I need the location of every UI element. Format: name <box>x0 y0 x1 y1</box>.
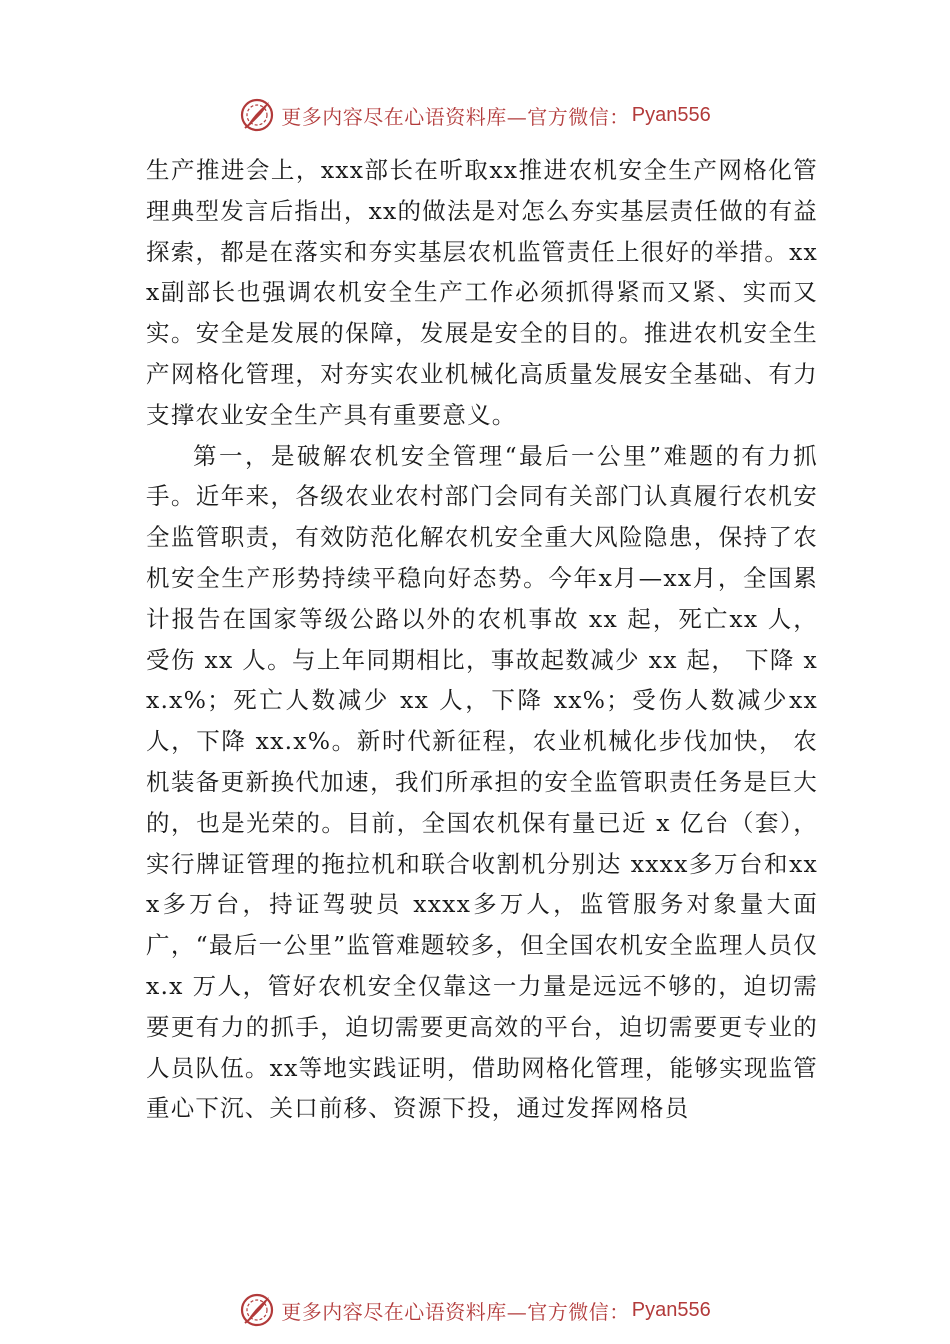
paragraph-1: 生产推进会上，xxx部长在听取xx推进农机安全生产网格化管理典型发言后指出，xx的做法是对怎么夯实基层责任做的有益探索，都是在落实和夯实基层农机监管责任上很好的举措。xxx副部长也强调农机安全生产工作必须抓得紧而又紧、实而又实。安全是发展的保障，发展是安全的目的。推进农机安全生产网格化管理，对夯实农业机械化高质量发展安全基础、有力支撑农业安全生产具有重要意义。 <box>146 156 818 429</box>
watermark-wechat-id: Pyan556 <box>631 1298 711 1321</box>
watermark-text: 更多内容尽在心语资料库—官方微信： <box>281 1299 630 1324</box>
document-body <box>146 150 818 1129</box>
watermark-text: 更多内容尽在心语资料库—官方微信： <box>281 104 630 129</box>
paragraph-2: 第一，是破解农机安全管理“最后一公里”难题的有力抓手。近年来，各级农业农村部门会同有关部门认真履行农机安全监管职责，有效防范化解农机安全重大风险隐患，保持了农机安全生产形势持续平稳向好态势。今年x月—xx月，全国累计报告在国家等级公路以外的农机事故 xx 起，死亡xx 人，受伤 xx 人。与上年同期相比，事故起数减少 xx 起， 下降 xx.x%；死亡人数减少 xx 人，下降 xx%；受伤人数减少xx 人，下降 xx.x%。新时代新征程，农业机械化步伐加快， 农机装备更新换代加速，我们所承担的安全监管职责任务是巨大的，也是光荣的。目前，全国农机保有量已近 x 亿台（套），实行牌证管理的拖拉机和联合收割机分别达 xxxx多万台和xxx多万台，持证驾驶员 xxxx多万人，监管服务对象量大面广，“最后一公里”监管难题较多，但全国农机安全监理人员仅 x.x 万人，管好农机安全仅靠这一力量是远远不够的，迫切需要更有力的抓手，迫切需要更高效的平台，迫切需要更专业的人员队伍。xx等地实践证明，借助网格化管理，能够实现监管重心下沉、关口前移、资源下投，通过发挥网格员 <box>146 441 818 1123</box>
footer-watermark <box>0 1290 950 1330</box>
quill-seal-icon <box>239 97 275 133</box>
header-watermark <box>0 95 950 135</box>
watermark-wechat-id: Pyan556 <box>631 103 711 126</box>
quill-seal-icon <box>239 1292 275 1328</box>
